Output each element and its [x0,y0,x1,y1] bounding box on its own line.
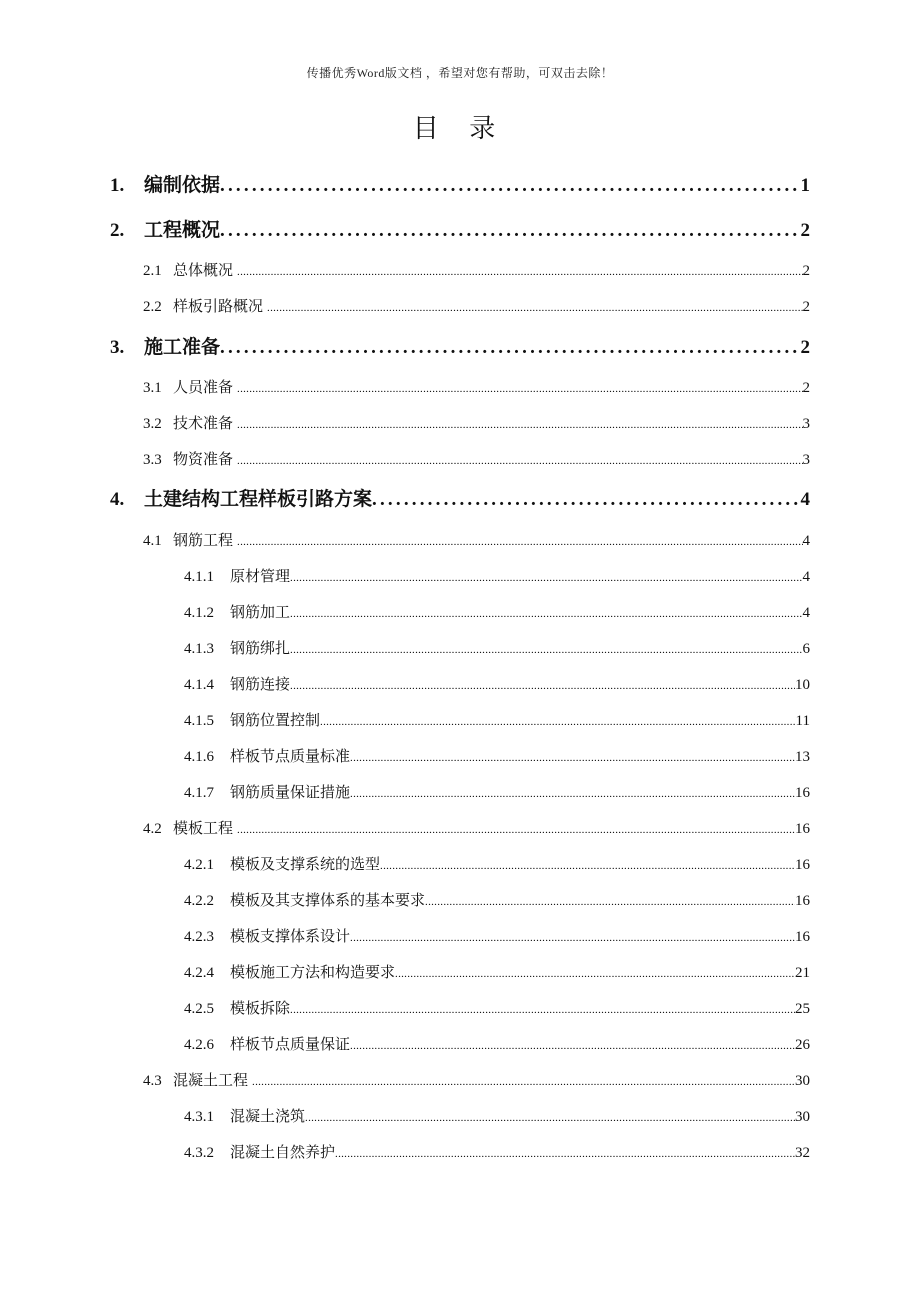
toc-entry-number: 4. [110,489,125,510]
toc-leader [290,1004,795,1016]
toc-entry-page: 32 [795,1145,810,1161]
toc-entry-number: 3. [110,337,125,358]
toc-entry-label: 模板及其支撑体系的基本要求 [230,893,426,909]
toc-entry[interactable] [110,170,810,196]
toc-leader [350,788,795,800]
toc-entry-page: 3 [802,416,810,432]
toc-entry[interactable] [184,997,810,1019]
toc-entry-page: 2 [802,380,810,396]
toc-entry-number: 4.1.4 [184,677,214,693]
toc-entry-number: 3.2 [143,416,162,432]
toc-entry-label: 工程概况 [144,220,221,241]
toc-entry-page: 2 [800,337,810,358]
toc-entry-number: 4.3.2 [184,1145,214,1161]
toc-entry-number: 2.2 [143,299,162,315]
toc-entry-page: 2 [802,263,810,279]
toc-leader [350,932,795,944]
toc-entry-page: 26 [795,1037,810,1053]
toc-entry-label: 样板节点质量标准 [230,749,351,765]
toc-entry-page: 2 [800,220,810,241]
toc-entry-label: 模板及支撑系统的选型 [230,857,381,873]
toc-leader [220,337,800,358]
header-note: 传播优秀Word版文档 ，希望对您有帮助，可双击去除！ [306,66,614,80]
toc-entry-page: 16 [795,785,810,801]
toc-entry-page: 16 [795,929,810,945]
toc-entry[interactable] [143,1069,810,1091]
toc-entry-page: 10 [795,677,810,693]
toc-entry-label: 人员准备 [173,380,234,396]
toc-leader [305,1112,795,1124]
toc-entry-label: 模板拆除 [230,1001,291,1017]
toc-entry-page: 25 [795,1001,810,1017]
toc-leader [320,716,796,728]
toc-leader [290,680,795,692]
toc-entry[interactable] [184,637,810,659]
toc-leader [237,536,802,548]
toc-entry-number: 4.1.1 [184,569,214,585]
toc-leader [237,383,802,395]
toc-entry-page: 30 [795,1073,810,1089]
toc-entry-number: 4.2.5 [184,1001,214,1017]
toc-entry-label: 钢筋质量保证措施 [230,785,351,801]
toc-entry[interactable] [184,1033,810,1055]
toc-leader [372,489,800,510]
toc-entry-label: 施工准备 [144,337,221,358]
toc-entry-number: 2.1 [143,263,162,279]
toc-entry-number: 1. [110,175,125,196]
toc-entry-number: 4.2.4 [184,965,214,981]
toc-leader [290,608,802,620]
toc-leader [290,644,802,656]
toc-entry[interactable] [184,709,810,731]
toc-entry-number: 4.2.2 [184,893,214,909]
toc-entry-label: 钢筋位置控制 [230,713,321,729]
toc-entry-label: 钢筋工程 [173,533,234,549]
toc-entry-page: 30 [795,1109,810,1125]
toc-entry-number: 3.1 [143,380,162,396]
toc-entry-number: 4.2.3 [184,929,214,945]
toc-entry-label: 混凝土浇筑 [230,1109,306,1125]
toc-entry-number: 4.1.3 [184,641,214,657]
toc-leader [290,572,802,584]
toc-entry-label: 原材管理 [230,569,291,585]
toc-entry[interactable] [184,601,810,623]
toc-entry[interactable] [184,925,810,947]
toc-entry-label: 土建结构工程样板引路方案 [144,489,373,510]
toc-entry-number: 4.2 [143,821,162,837]
toc-entry[interactable] [143,448,810,470]
toc-leader [220,220,800,241]
toc-entry-label: 混凝土自然养护 [230,1145,336,1161]
toc-entry[interactable] [143,295,810,317]
toc-entry[interactable] [110,484,810,510]
toc-entry-page: 2 [802,299,810,315]
toc-leader [350,752,795,764]
toc-entry-page: 13 [795,749,810,765]
toc-leader [350,1040,795,1052]
toc-entry[interactable] [143,529,810,551]
toc-entry-page: 6 [802,641,810,657]
toc-leader [237,455,802,467]
toc-leader [335,1148,795,1160]
toc-entry[interactable] [184,745,810,767]
toc-entry-label: 编制依据 [144,175,221,196]
toc-leader [237,266,802,278]
toc-entry-page: 4 [802,605,810,621]
toc-entry-label: 物资准备 [173,452,234,468]
toc-entry-number: 4.1.7 [184,785,214,801]
toc-entry[interactable] [184,961,810,983]
toc-entry-page: 4 [802,569,810,585]
toc-entry-number: 3.3 [143,452,162,468]
toc-entry-number: 4.1.5 [184,713,214,729]
toc-entry-label: 技术准备 [173,416,234,432]
toc-entry-label: 钢筋绑扎 [230,641,291,657]
toc-entry-page: 4 [800,489,810,510]
toc-entry[interactable] [110,332,810,358]
toc-entry[interactable] [184,889,810,911]
toc-entry[interactable] [184,1141,810,1163]
toc-leader [237,419,802,431]
toc-leader [237,824,795,836]
toc-entry-page: 16 [795,821,810,837]
toc-entry-label: 钢筋连接 [230,677,291,693]
toc-entry[interactable] [143,817,810,839]
toc-entry-number: 4.1.6 [184,749,214,765]
toc-entry[interactable] [143,412,810,434]
toc-entry-page: 1 [800,175,810,196]
toc-entry-label: 样板引路概况 [173,299,264,315]
toc-leader [425,896,795,908]
toc-entry-number: 4.2.1 [184,857,214,873]
toc-entry[interactable] [143,259,810,281]
toc-entry-page: 21 [795,965,810,981]
toc-entry[interactable] [184,673,810,695]
toc-leader [380,860,795,872]
toc-entry-number: 4.2.6 [184,1037,214,1053]
toc-entry-page: 3 [802,452,810,468]
toc-leader [267,302,802,314]
toc-entry-number: 2. [110,220,125,241]
toc-leader [252,1076,795,1088]
toc-entry-number: 4.1.2 [184,605,214,621]
toc-entry-label: 模板支撑体系设计 [230,929,351,945]
toc-entry-label: 钢筋加工 [230,605,291,621]
toc-entry-label: 样板节点质量保证 [230,1037,351,1053]
toc-entry-label: 混凝土工程 [173,1073,249,1089]
toc-entry-page: 16 [795,857,810,873]
toc-entry[interactable] [143,376,810,398]
toc-entry[interactable] [184,853,810,875]
toc-leader [220,175,800,196]
toc-entry-number: 4.3.1 [184,1109,214,1125]
toc-entry-number: 4.3 [143,1073,162,1089]
toc-entry-number: 4.1 [143,533,162,549]
toc-entry-label: 模板施工方法和构造要求 [230,965,396,981]
toc-entry[interactable] [184,781,810,803]
toc-entry-page: 11 [795,713,810,729]
toc-entry-page: 4 [802,533,810,549]
toc-entry[interactable] [184,1105,810,1127]
toc-entry-page: 16 [795,893,810,909]
toc-leader [395,968,795,980]
toc-title: 目 录 [412,114,508,143]
toc-entry[interactable] [110,215,810,241]
toc-entry-label: 总体概况 [173,263,234,279]
toc-entry[interactable] [184,565,810,587]
toc-entry-label: 模板工程 [173,821,234,837]
